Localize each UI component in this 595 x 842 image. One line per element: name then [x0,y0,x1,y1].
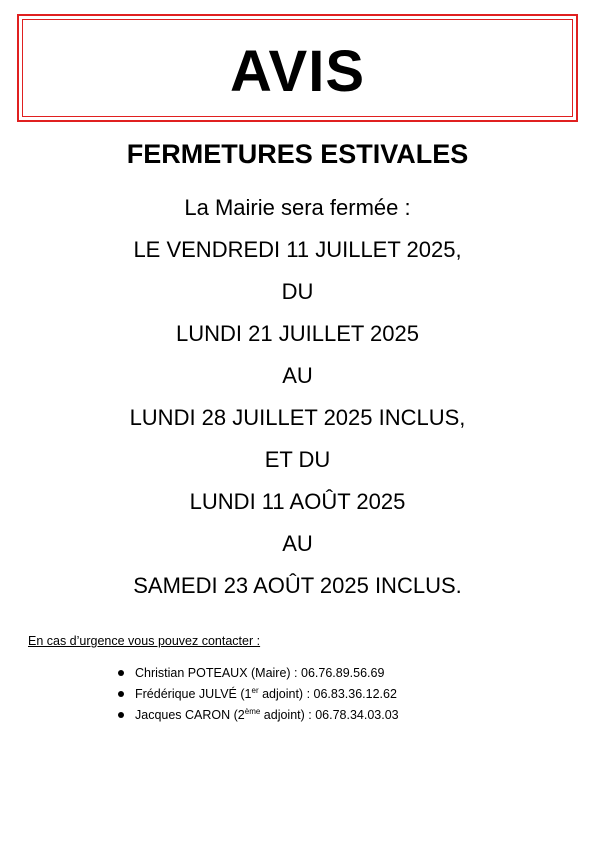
contact-phone: 06.83.36.12.62 [313,687,397,701]
contact-phone: 06.76.89.56.69 [301,666,385,680]
notice-line: SAMEDI 23 AOÛT 2025 INCLUS. [133,573,462,598]
closure-notice [0,187,595,607]
notice-line: DU [281,279,314,304]
notice-line: AU [282,531,313,556]
bullet-icon [118,670,124,676]
contact-phone: 06.78.34.03.03 [315,708,399,722]
notice-line: LUNDI 28 JUILLET 2025 INCLUS, [129,405,466,430]
notice-line: AU [282,363,313,388]
contact-name: Frédérique JULVÉ (1 [135,687,252,701]
notice-line: LUNDI 21 JUILLET 2025 [176,321,419,346]
contact-item [118,663,399,684]
notice-line: ET DU [264,447,331,472]
contact-name: Jacques CARON (2 [135,708,245,722]
contact-list [118,663,399,726]
subtitle: FERMETURES ESTIVALES [126,139,469,169]
contact-role: adjoint) : [260,708,316,722]
ordinal-suffix: ème [244,707,261,716]
ordinal-suffix: er [251,686,259,695]
page-title: AVIS [229,39,366,104]
notice-line: LUNDI 11 AOÛT 2025 [189,489,406,514]
contact-item [118,705,399,726]
title-frame [17,14,578,122]
bullet-icon [118,691,124,697]
contact-name: Christian POTEAUX (Maire) : [135,666,302,680]
emergency-contact-label: En cas d’urgence vous pouvez contacter : [28,634,261,648]
notice-line: La Mairie sera fermée : [184,195,411,220]
contact-role: adjoint) : [258,687,314,701]
contact-item [118,684,399,705]
notice-line: LE VENDREDI 11 JUILLET 2025, [133,237,462,262]
bullet-icon [118,712,124,718]
